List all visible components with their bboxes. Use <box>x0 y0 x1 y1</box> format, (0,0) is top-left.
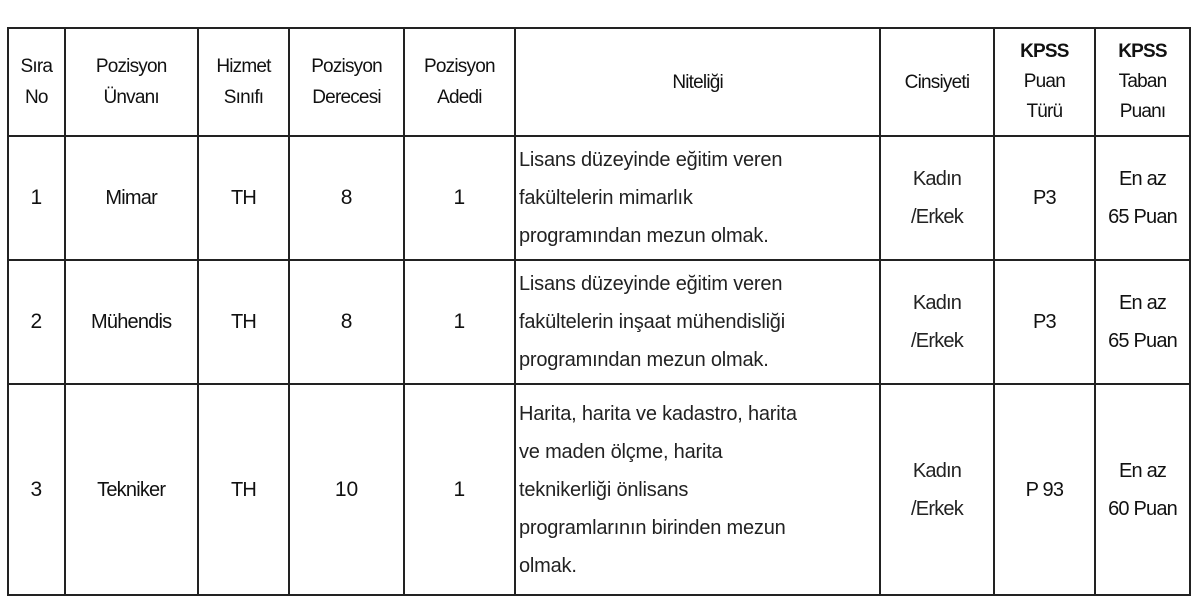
cell-taban: En az 60 Puan <box>1095 384 1190 595</box>
cell-puan-turu: P3 <box>994 260 1095 384</box>
header-sira-no: Sıra No <box>8 28 65 136</box>
header-niteligi: Niteliği <box>515 28 880 136</box>
cell-cinsiyet: Kadın /Erkek <box>880 136 993 260</box>
cell-sira: 2 <box>8 260 65 384</box>
cell-derece: 8 <box>289 260 403 384</box>
cell-nitelik: Lisans düzeyinde eğitim veren fakültelerin mimarlık programından mezun olmak. <box>515 136 880 260</box>
cell-cinsiyet: Kadın /Erkek <box>880 384 993 595</box>
header-pozisyon-unvani: Pozisyon Ünvanı <box>65 28 198 136</box>
cell-nitelik: Harita, harita ve kadastro, harita ve maden ölçme, harita teknikerliği önlisans programlarının birinden mezun olmak. <box>515 384 880 595</box>
cell-taban: En az 65 Puan <box>1095 260 1190 384</box>
header-cinsiyeti: Cinsiyeti <box>880 28 993 136</box>
header-kpss-taban-puani: KPSS Taban Puanı <box>1095 28 1190 136</box>
cell-puan-turu: P 93 <box>994 384 1095 595</box>
header-kpss-puan-turu: KPSS Puan Türü <box>994 28 1095 136</box>
header-pozisyon-adedi: Pozisyon Adedi <box>404 28 515 136</box>
cell-unvan: Tekniker <box>65 384 198 595</box>
cell-sira: 1 <box>8 136 65 260</box>
cell-derece: 8 <box>289 136 403 260</box>
cell-sira: 3 <box>8 384 65 595</box>
cell-puan-turu: P3 <box>994 136 1095 260</box>
cell-sinif: TH <box>198 384 290 595</box>
cell-adet: 1 <box>404 260 515 384</box>
cell-nitelik: Lisans düzeyinde eğitim veren fakültelerin inşaat mühendisliği programından mezun olmak. <box>515 260 880 384</box>
table-row <box>8 384 1190 595</box>
cell-cinsiyet: Kadın /Erkek <box>880 260 993 384</box>
cell-taban: En az 65 Puan <box>1095 136 1190 260</box>
table-row <box>8 260 1190 384</box>
table-row <box>8 136 1190 260</box>
cell-unvan: Mimar <box>65 136 198 260</box>
positions-table <box>7 27 1191 596</box>
cell-adet: 1 <box>404 384 515 595</box>
header-row <box>8 28 1190 136</box>
cell-derece: 10 <box>289 384 403 595</box>
cell-adet: 1 <box>404 136 515 260</box>
cell-sinif: TH <box>198 136 290 260</box>
cell-unvan: Mühendis <box>65 260 198 384</box>
header-pozisyon-derecesi: Pozisyon Derecesi <box>289 28 403 136</box>
cell-sinif: TH <box>198 260 290 384</box>
header-hizmet-sinifi: Hizmet Sınıfı <box>198 28 290 136</box>
